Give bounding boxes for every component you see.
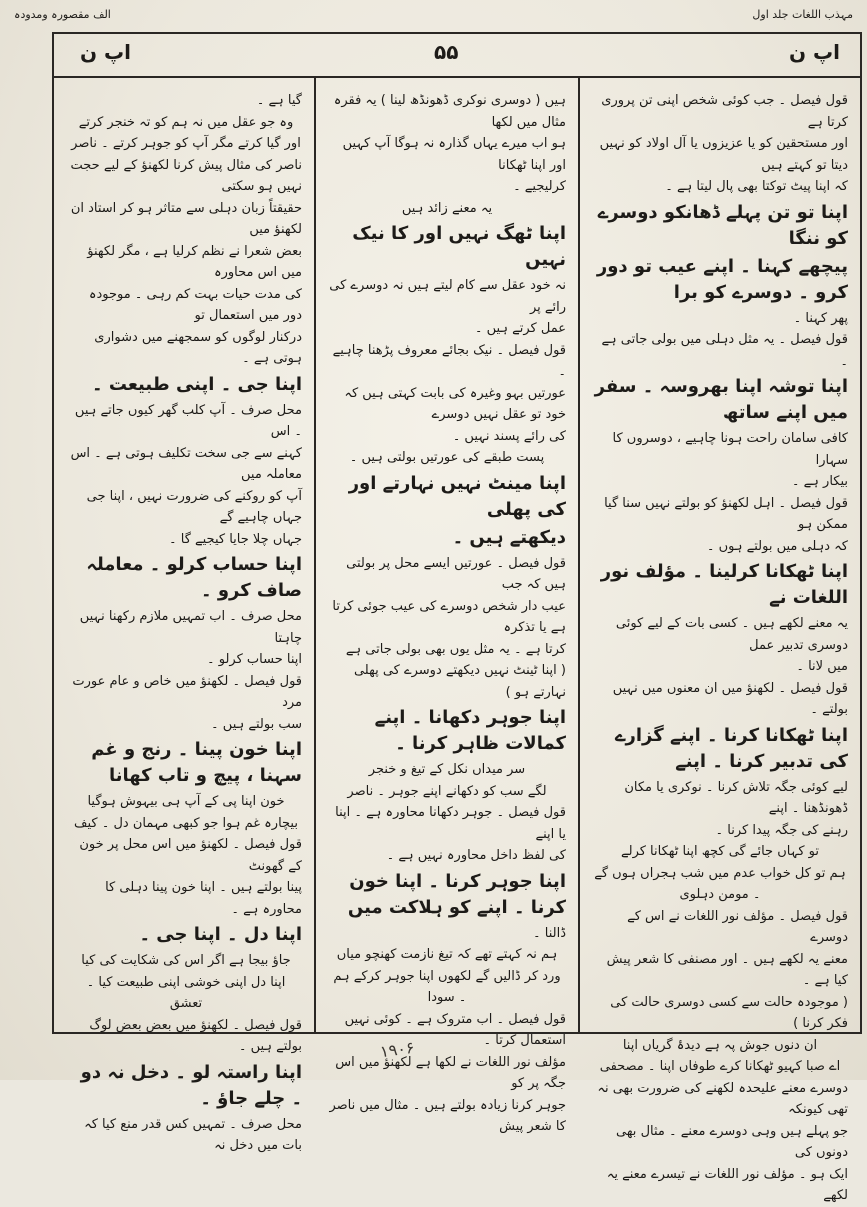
entry-headword-line: دیکھتے ہیں ۔ [452,526,566,548]
entry-headword-line: اپنا ٹھگ نہیں اور کا نیک نہیں [352,223,566,270]
text-line: گیا ہے ۔ [256,93,302,108]
text-line: قول فیصل ۔ اب متروک ہے ۔ کوئی نہیں استعمال کرتا ۔ [344,1011,566,1048]
text-line: قول فیصل ۔ لکھنؤ میں بعض بعض لوگ بولتے ہیں ۔ [89,1017,302,1054]
text-line: پینا بولتے ہیں ۔ اپنا خون پینا دہلی کا محاورہ ہے ۔ [105,880,302,917]
text-line: قول فیصل ۔ لکھنؤ میں ان معنوں میں نہیں بولتے ۔ [612,680,848,717]
text-line: ڈالنا ۔ [533,925,566,941]
page-number: ۵۵ [434,40,459,64]
verse-line: پست طبقے کی عورتیں بولتی ہیں ۔ [349,450,545,465]
text-line: اپنا حساب کرلو ۔ [207,652,302,667]
text-line: جہاں چلا جایا کیجیے گا ۔ [168,531,302,547]
text-line: کی لفظ داخل محاورہ نہیں ہے ۔ [386,848,566,863]
text-line: قول فیصل ۔ لکھنؤ میں اس محل پر خون کے گھونٹ [79,837,302,874]
verse-line: ہم تو کل خواب عدم میں شب ہجراں ہوں گے ۔ مومن دہلوی [594,865,846,902]
text-line: ( اپنا ٹینٹ نہیں دیکھتے دوسرے کی پھلی نہارتے ہو ) [353,663,566,700]
text-line: عورتیں بہو وغیرہ کی بابت کہتی ہیں کہ خود تو عقل نہیں دوسرے [344,385,566,422]
verse-line: وہ جو عقل میں نہ ہم کو تہ خنجر کرتے [78,114,294,130]
text-line: محل صرف ۔ اب تمہیں ملازم رکھنا نہیں چاہتا [79,609,302,646]
text-line: رہنے کی جگہ پیدا کرنا ۔ [715,822,848,838]
page-header [54,34,860,78]
entry-headword-line: اپنا مینٹ نہیں نہارتے اور کی پھلی [348,472,566,520]
entry-headword-line: اپنا ٹھکانا کرلینا ۔ مؤلف نور اللغات نے [600,561,848,608]
text-line: ناصر کی مثال پیش کرنا لکھنؤ کے لیے حجت نہیں ہو سکتی [70,157,302,194]
entry-headword-line: اپنا حساب کرلو ۔ معاملہ صاف کرو ۔ [86,554,302,601]
handwritten-stamp: ۱۹۰۶ [378,1037,416,1062]
text-line: کی رائے پسند نہیں ۔ [452,428,566,444]
text-line: دوسرے معنے علیحدہ لکھنے کی ضرورت بھی نہ تھی کیونکہ [597,1080,848,1117]
text-line: کافی سامان راحت ہونا چاہیے ، دوسروں کا سہارا [612,431,848,468]
text-line: ایک ہو ۔ مؤلف نور اللغات نے تیسرے معنے یہ لکھے [606,1166,848,1203]
entry-headword-line: اپنا جوہر کرنا ۔ اپنا خون کرنا ۔ اپنے کو ہلاکت میں [347,870,566,918]
verse-line: خون اپنا پی کے آپ ہی بیہوش ہوگیا [87,794,285,809]
entry-headword-line: اپنا دل ۔ اپنا جی ۔ [139,924,302,945]
text-line: کہنے سے جی سخت تکلیف ہوتی ہے ۔ اس معاملہ میں [70,445,302,482]
text-line: قول فیصل ۔ جوہر دکھانا محاورہ ہے ۔ اپنا یا اپنے [335,805,566,842]
verse-line: جاؤ بیجا ہے اگر اس کی شکایت کی کیا [81,953,291,968]
entry-headword-line: پیچھے کہنا ۔ اپنے عیب تو دور کرو ۔ دوسرے کو برا [596,255,848,303]
text-line: محل صرف ۔ تمہیں کس قدر منع کیا کہ بات میں دخل نہ [84,1116,302,1153]
text-line: کرتا ہے ۔ یہ مثل یوں بھی بولی جاتی ہے [345,641,566,657]
text-line: مؤلف نور اللغات نے لکھا ہے لکھنؤ میں اس جگہ پر کو [335,1054,566,1091]
entry-headword-line: اپنا راستہ لو ۔ دخل نہ دو ۔ چلے جاؤ ۔ [80,1061,302,1109]
verse-line: بیچارہ غم ہوا جو کبھی مہمان دل ۔ کیف [74,815,298,831]
text-line: جوہر کرنا زیادہ بولتے ہیں ۔ مثال میں ناصر کا شعر پیش [329,1097,566,1134]
entry-headword-line: اپنا توشہ اپنا بھروسہ ۔ سفر میں اپنے ساتھ [594,376,848,423]
text-line: ہو اب میرے یہاں گذارہ نہ ہوگا آپ کہیں اور اپنا ٹھکانا [342,136,566,173]
text-line: کہ دہلی میں بولتے ہوں ۔ [706,538,848,554]
header-right-letters: اپ ن [789,40,840,64]
text-line: کی مدت حیات بہت کم رہی ۔ موجودہ دور میں استعمال تو [88,286,302,323]
text-line: لیے کوئی جگہ تلاش کرنا ۔ نوکری یا مکان ڈھونڈھنا ۔ اپنے [624,779,848,816]
text-line: محل صرف ۔ آپ کلب گھر کیوں جاتے ہیں ۔ اس [74,402,302,439]
entry-headword-line: اپنا ٹھکانا کرنا ۔ اپنے گزارے کی تدبیر کرنا ۔ اپنے [614,724,848,772]
text-line: میں لانا ۔ [796,659,848,674]
text-line: قول فیصل ۔ اہل لکھنؤ کو بولتے نہیں سنا گیا ممکن ہو [604,495,848,532]
entry-headword-line: اپنا تو تن پہلے ڈھانکو دوسرے کو ننگا [597,201,848,249]
text-line: کہ اپنا پیٹ توکتا بھی پال لیتا ہے ۔ [665,179,848,194]
text-line: قول فیصل ۔ نیک بجائے معروف پڑھنا چاہیے ۔ [332,342,566,379]
verse-line: سر میداں نکل کے تیغ و خنجر [368,762,526,777]
text-line: آپ کو روکنے کی ضرورت نہیں ، اپنا جی جہاں چاہیے گے [86,488,302,525]
text-line: عیب دار شخص دوسرے کی عیب جوئی کرتا ہے یا تذکرہ [332,598,566,635]
verse-line: اور گیا کرتے مگر آپ کو جوہر کرتے ۔ ناصر [71,136,301,151]
text-line: درکنار لوگوں کو سمجھنے میں دشواری ہوتی ہے ۔ [94,329,302,366]
text-line: نہ خود عقل سے کام لیتے ہیں نہ دوسرے کی رائے پر [329,278,566,315]
text-line: بعض شعرا نے نظم کرلیا ہے ، مگر لکھنؤ میں اس محاورہ [87,243,302,280]
entry-headword-line: اپنا جوہر دکھانا ۔ اپنے کمالات ظاہر کرنا ۔ [374,707,566,754]
text-line: عمل کرتے ہیں ۔ [474,321,566,336]
verse-line: اے صبا کہیو ٹھکانا کرے طوفاں اپنا ۔ مصحفی [599,1059,841,1074]
text-line: قول فیصل ۔ لکھنؤ میں خاص و عام عورت مرد [72,673,302,710]
verse-line: یہ معنے زائد ہیں [401,200,493,216]
running-head-left: الف مقصورہ ومدودہ [14,7,111,21]
text-line: معنے یہ لکھے ہیں ۔ اور مصنفی کا شعر پیش کیا ہے ۔ [606,951,848,988]
text-line: سب بولتے ہیں ۔ [211,716,302,732]
running-head [14,4,853,24]
text-line: اور مستحقین کو یا عزیزوں یا آل اولاد کو نہیں دیتا تو کہتے ہیں [599,136,848,173]
header-left-letters: اپ ن [80,40,131,64]
text-line: قول فیصل ۔ یہ مثل دہلی میں بولی جاتی ہے ۔ [601,332,848,369]
verse-line: ورد کر ڈالیں گے لکھوں اپنا جوہر کرکے ہم ۔ سودا [333,968,561,1005]
text-line: ہیں ( دوسری نوکری ڈھونڈھ لینا ) یہ فقرہ مثال میں لکھا [333,93,566,130]
column-left [58,78,314,1153]
entry-headword-line: اپنا خون پینا ۔ رنج و غم سہنا ، پیچ و تاب کھانا [91,739,302,786]
column-right [580,78,860,1203]
text-line: کرلیجیے ۔ [513,179,566,194]
verse-line: ان دنوں جوش پہ ہے دیدۂ گریاں اپنا [622,1037,818,1053]
text-line: ( موجودہ حالت سے کسی دوسری حالت کی فکر کرنا ) [610,994,848,1031]
text-line: بیکار ہے ۔ [791,474,848,489]
verse-line: ہم نہ کہتے تھے کہ تیغ نازمت کھنچو میاں [336,947,558,962]
running-head-right: مہذب اللغات جلد اول [752,7,853,21]
verse-line: لگے سب کو دکھانے اپنے جوہر ۔ ناصر [347,783,547,799]
text-line: قول فیصل ۔ مؤلف نور اللغات نے اس کے دوسرے [627,908,848,945]
text-line: پھر کہنا ۔ [793,310,848,326]
text-line: یہ معنے لکھے ہیں ۔ کسی بات کے لیے کوئی دوسری تدبیر عمل [615,616,848,653]
verse-line: اپنا دل اپنی خوشی اپنی طبیعت کیا ۔ تعشق [86,974,286,1011]
text-line: قول فیصل ۔ جب کوئی شخص اپنی تن پروری کرتا ہے [601,93,848,130]
verse-line: تو کہاں جائے گی کچھ اپنا ٹھکانا کرلے [620,844,819,859]
entry-headword-line: اپنا جی ۔ اپنی طبیعت ۔ [92,373,302,395]
text-line: جو پہلے ہیں وہی دوسرے معنے ۔ مثال بھی دونوں کی [615,1123,848,1160]
text-line: قول فیصل ۔ عورتیں ایسے محل پر بولتی ہیں کہ جب [346,555,566,592]
text-line: حقیقتاً زبان دہلی سے متاثر ہو کر استاد ان لکھنؤ میں [70,200,302,237]
